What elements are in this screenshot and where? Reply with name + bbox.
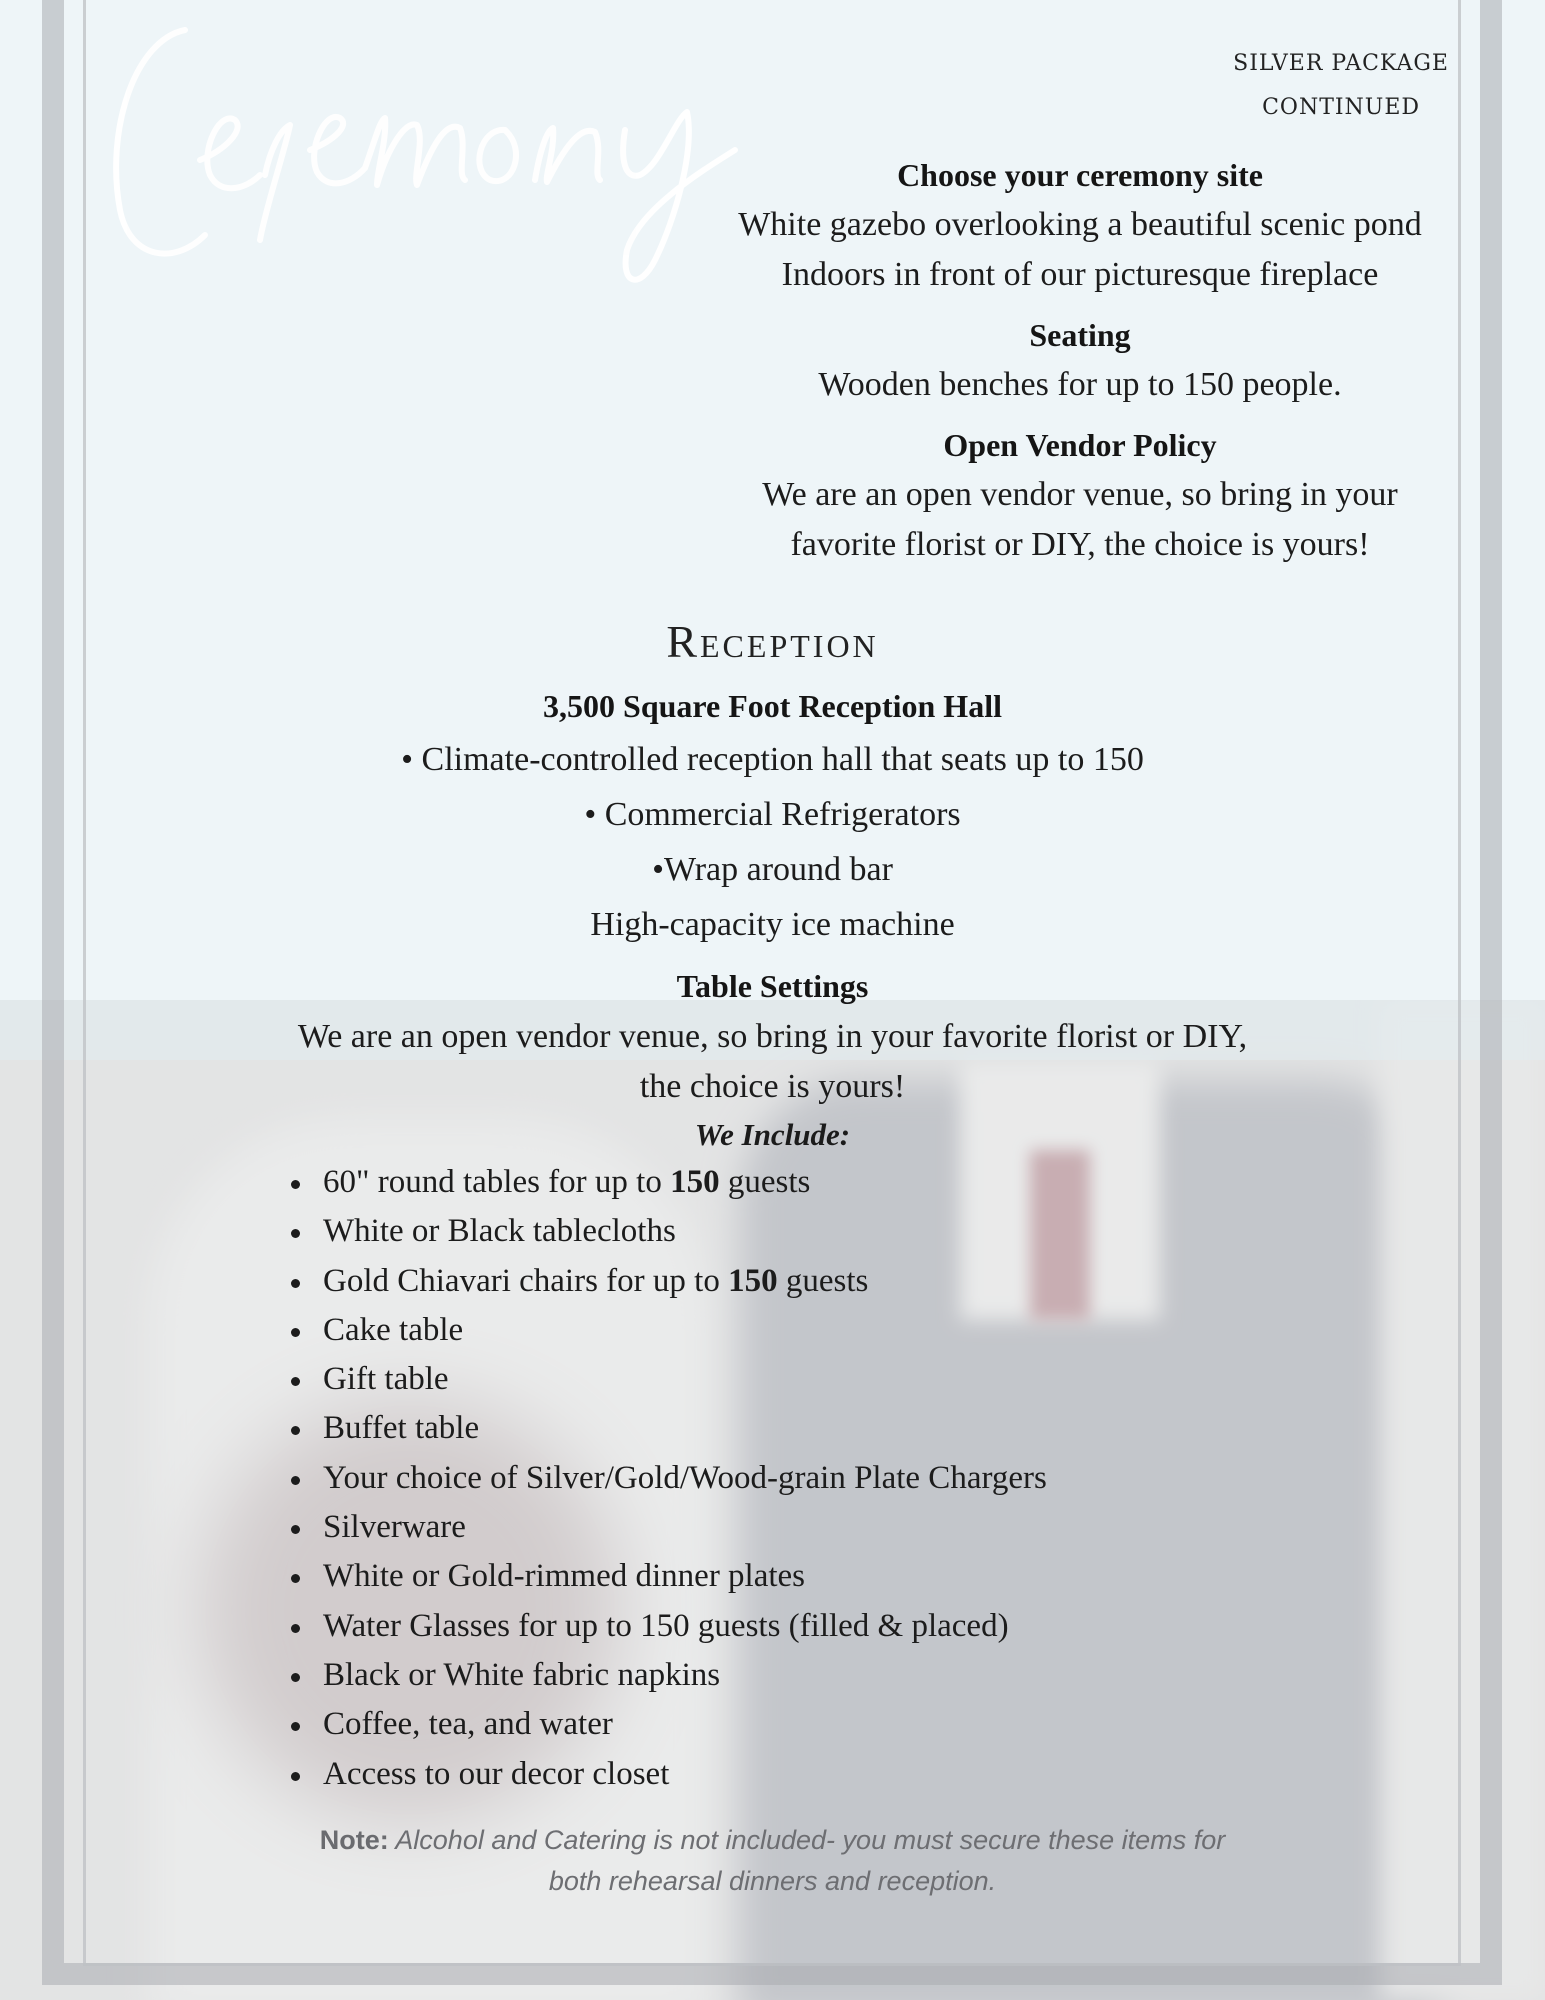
list-item: White or Black tablecloths — [285, 1207, 1047, 1256]
table-settings-line: We are an open vendor venue, so bring in your favorite florist or DIY, — [297, 1018, 1248, 1055]
catering-note — [0, 1820, 1545, 1902]
ceremony-site-option: White gazebo overlooking a beautiful scenic pond — [738, 206, 1422, 243]
vendor-policy-heading: Open Vendor Policy — [943, 427, 1217, 463]
list-item: Access to our decor closet — [285, 1750, 1047, 1799]
ceremony-site-option: Indoors in front of our picturesque fireplace — [781, 256, 1379, 293]
reception-feature: High-capacity ice machine — [590, 906, 955, 943]
seating-text: Wooden benches for up to 150 people. — [818, 366, 1342, 403]
reception-feature: •Wrap around bar — [652, 851, 893, 888]
we-include-label: We Include: — [694, 1117, 851, 1152]
list-item: Cake table — [285, 1306, 1047, 1355]
ceremony-site-heading: Choose your ceremony site — [897, 157, 1263, 193]
list-item: White or Gold-rimmed dinner plates — [285, 1552, 1047, 1601]
reception-feature: • Commercial Refrigerators — [584, 796, 961, 833]
included-items-list — [285, 1158, 1047, 1799]
seating-heading: Seating — [1029, 317, 1131, 353]
list-item: Buffet table — [285, 1404, 1047, 1453]
reception-hall-heading: 3,500 Square Foot Reception Hall — [543, 688, 1002, 724]
list-item: Your choice of Silver/Gold/Wood-grain Plate Chargers — [285, 1454, 1047, 1503]
note-line-2: both rehearsal dinners and reception. — [548, 1866, 997, 1896]
vendor-policy-line: We are an open vendor venue, so bring in your — [762, 476, 1398, 513]
list-item: 60" round tables for up to 150 guests — [285, 1158, 1047, 1207]
table-settings-line: the choice is yours! — [639, 1068, 906, 1105]
package-line-1: SILVER PACKAGE — [1233, 51, 1449, 76]
package-label — [1233, 42, 1449, 130]
list-item: Silverware — [285, 1503, 1047, 1552]
vendor-policy-line: favorite florist or DIY, the choice is yours! — [790, 526, 1370, 563]
reception-section — [0, 680, 1545, 952]
package-line-2: CONTINUED — [1262, 95, 1421, 120]
list-item: Gold Chiavari chairs for up to 150 guests — [285, 1257, 1047, 1306]
table-settings-heading: Table Settings — [676, 968, 869, 1004]
ceremony-script-title — [95, 0, 815, 320]
list-item: Water Glasses for up to 150 guests (filled & placed) — [285, 1602, 1047, 1651]
reception-feature: • Climate-controlled reception hall that seats up to 150 — [401, 741, 1144, 778]
table-settings-section — [0, 960, 1545, 1158]
ceremony-section — [720, 150, 1440, 570]
list-item: Black or White fabric napkins — [285, 1651, 1047, 1700]
note-label: Note: — [319, 1825, 389, 1855]
reception-title: Reception — [666, 616, 879, 667]
list-item: Coffee, tea, and water — [285, 1700, 1047, 1749]
list-item: Gift table — [285, 1355, 1047, 1404]
note-line-1: Alcohol and Catering is not included- you must secure these items for — [388, 1825, 1226, 1855]
